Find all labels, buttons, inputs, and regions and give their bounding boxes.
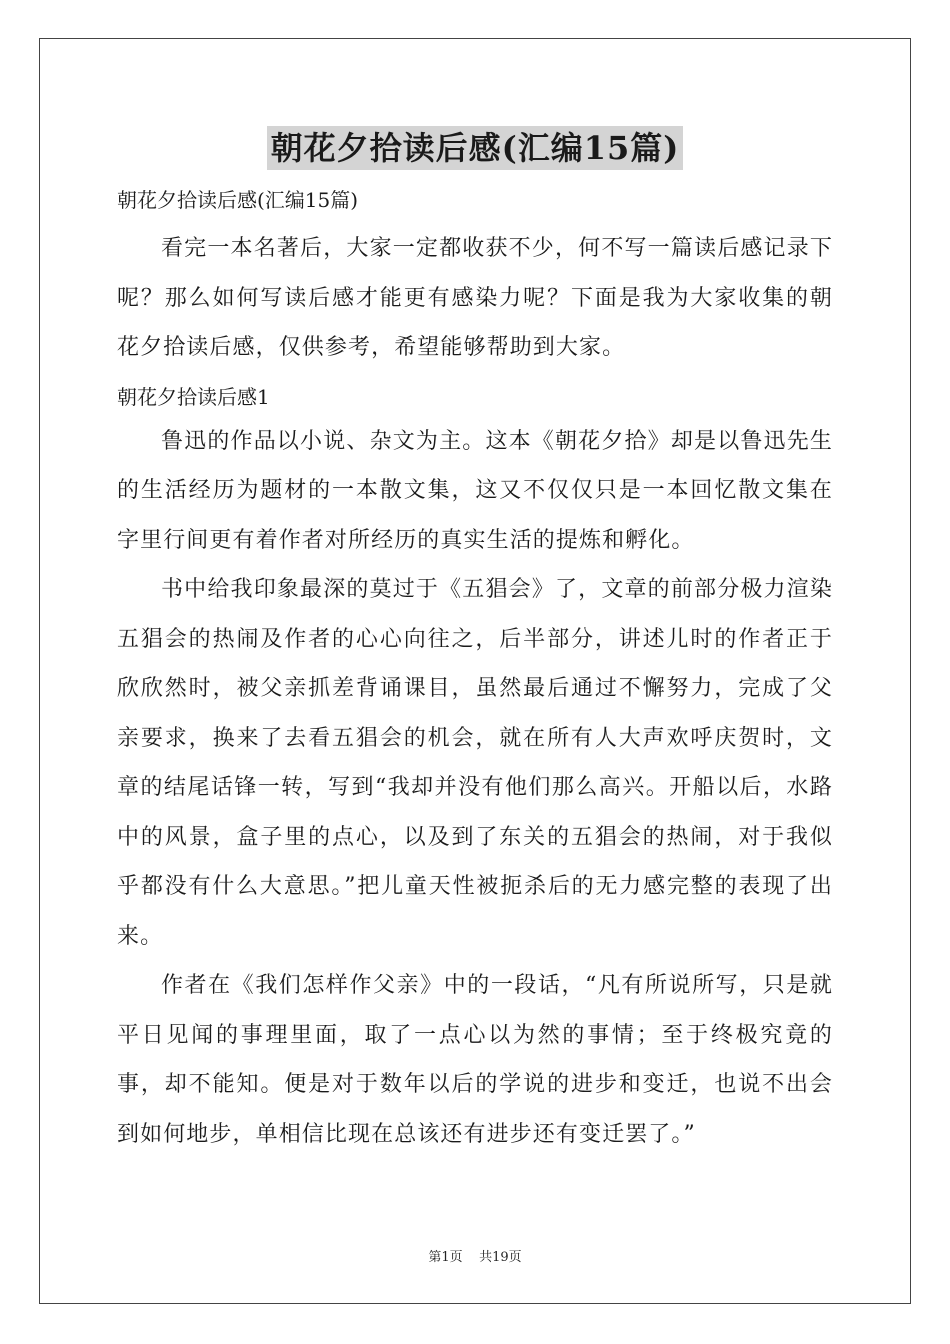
- page-total: 共19页: [479, 1250, 522, 1265]
- page-number: 第1页: [428, 1250, 463, 1265]
- document-title: 朝花夕拾读后感(汇编15篇): [267, 126, 684, 170]
- intro-paragraph: 看完一本名著后，大家一定都收获不少，何不写一篇读后感记录下呢？那么如何写读后感才能更有感染力呢？下面是我为大家收集的朝花夕拾读后感，仅供参考，希望能够帮助到大家。: [117, 236, 833, 360]
- section-heading: 朝花夕拾读后感1: [117, 384, 270, 409]
- body-paragraph-1: 鲁迅的作品以小说、杂文为主。这本《朝花夕拾》却是以鲁迅先生的生活经历为题材的一本散文集，这又不仅仅只是一本回忆散文集在字里行间更有着作者对所经历的真实生活的提炼和孵化。: [117, 428, 833, 553]
- page-footer: [0, 1246, 950, 1265]
- title-container: [0, 126, 950, 170]
- document-body: [117, 180, 833, 1159]
- body-paragraph-2: 书中给我印象最深的莫过于《五猖会》了，文章的前部分极力渲染五猖会的热闹及作者的心心向往之，后半部分，讲述儿时的作者正于欣欣然时，被父亲抓差背诵课目，虽然最后通过不懈努力，完成了父亲要求，换来了去看五猖会的机会，就在所有人大声欢呼庆贺时，文章的结尾话锋一转，写到“我却并没有他们那么高兴。开船以后，水路中的风景，盒子里的点心，以及到了东关的五猖会的热闹，对于我似乎都没有什么大意思。”把儿童天性被扼杀后的无力感完整的表现了出来。: [117, 577, 833, 949]
- body-paragraph-3: 作者在《我们怎样作父亲》中的一段话，“凡有所说所写，只是就平日见闻的事理里面，取了一点心以为然的事情；至于终极究竟的事，却不能知。便是对于数年以后的学说的进步和变迁，也说不出会到如何地步，单相信比现在总该还有进步还有变迁罢了。”: [117, 973, 833, 1147]
- document-subtitle: 朝花夕拾读后感(汇编15篇): [117, 188, 359, 212]
